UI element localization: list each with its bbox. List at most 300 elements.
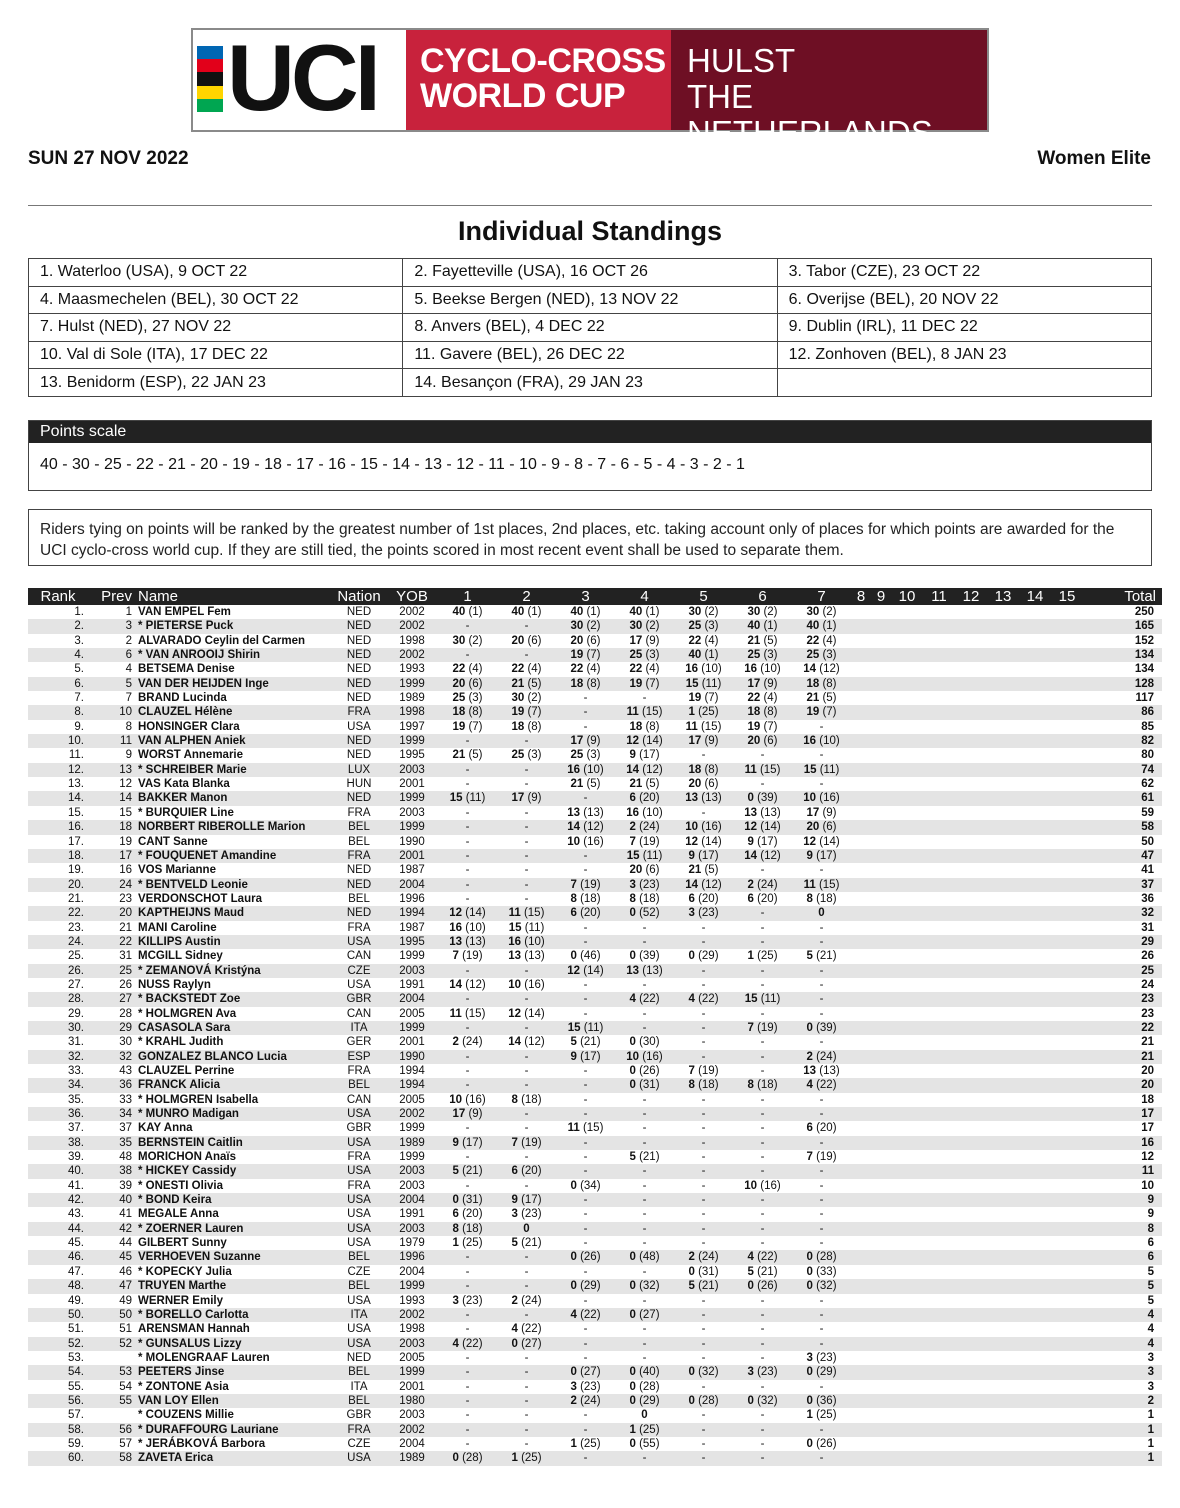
prev-rank-cell: 1: [125, 606, 132, 618]
race-result-cell: [615, 1408, 674, 1422]
table-row: [28, 1021, 1162, 1035]
empty-race-cell: [891, 662, 923, 676]
race-result-cell: [733, 835, 792, 849]
race-points: 10: [803, 792, 817, 805]
race-result-cell: -: [524, 835, 529, 848]
banner-location: [671, 30, 987, 151]
empty-race-cell: [923, 748, 955, 762]
prev-rank-cell: 33: [119, 1093, 132, 1106]
race-points: 3: [806, 1351, 813, 1364]
column-header: 12: [955, 588, 987, 605]
rank-cell: 50.: [28, 1308, 88, 1322]
empty-race-cell: [851, 1365, 871, 1379]
race-position: (29): [812, 1366, 837, 1379]
race-points: 25: [452, 692, 466, 705]
rider-name-cell: * ZEMANOVÁ Kristýna: [138, 964, 332, 978]
total-points-cell: 4: [1147, 1323, 1154, 1336]
race-points: 12: [449, 907, 463, 920]
table-row: [28, 835, 1162, 849]
rank-cell: 46.: [28, 1250, 88, 1264]
race-position: (6): [583, 634, 601, 647]
empty-race-cell: [987, 1150, 1019, 1164]
race-result-cell: -: [465, 1380, 470, 1393]
empty-race-cell: [871, 1207, 891, 1221]
race-position: (10): [698, 663, 722, 676]
race-result-cell: [792, 849, 851, 863]
empty-race-cell: [891, 1164, 923, 1178]
column-header: 5: [674, 588, 733, 605]
empty-race-cell: [851, 1121, 871, 1135]
race-position: (21): [694, 1280, 719, 1293]
empty-race-cell: [955, 1050, 987, 1064]
race-points: 10: [567, 835, 581, 848]
race-result-cell: -: [524, 778, 529, 791]
total-points-cell: 3: [1147, 1351, 1154, 1364]
race-result-cell: [497, 748, 556, 762]
race-points: 18: [747, 706, 761, 719]
race-result-cell: [615, 1380, 674, 1394]
race-position: (6): [819, 821, 837, 834]
empty-race-cell: [923, 1380, 955, 1394]
rider-name-cell: KAY Anna: [138, 1122, 193, 1135]
empty-race-cell: [871, 978, 891, 992]
yob-cell: 1994: [386, 906, 438, 920]
race-result-cell: [792, 1279, 851, 1293]
race-position: (24): [694, 1251, 719, 1264]
empty-race-cell: [955, 648, 987, 662]
empty-race-cell: [955, 619, 987, 633]
empty-race-cell: [955, 863, 987, 877]
race-result-cell: -: [615, 1021, 674, 1035]
rank-cell: 14.: [28, 791, 88, 805]
empty-race-cell: [871, 1150, 891, 1164]
race-points: 12: [685, 835, 699, 848]
race-result-cell: -: [642, 1294, 647, 1307]
yob-cell: 2001: [386, 849, 438, 863]
race-result-cell: [497, 1236, 556, 1250]
race-result-cell: -: [583, 864, 588, 877]
race-result-cell: -: [674, 1021, 733, 1035]
empty-race-cell: [1019, 1322, 1051, 1336]
race-result-cell: [615, 634, 674, 648]
empty-race-cell: [923, 949, 955, 963]
race-result-cell: -: [438, 1423, 497, 1437]
race-result-cell: [733, 705, 792, 719]
empty-race-cell: [891, 1050, 923, 1064]
prev-rank-cell: 46: [119, 1265, 132, 1278]
race-position: (9): [642, 634, 660, 647]
race-points: 30: [629, 620, 643, 633]
empty-race-cell: [987, 648, 1019, 662]
race-result-cell: -: [819, 1323, 824, 1336]
race-result-cell: -: [583, 1323, 588, 1336]
race-position: (4): [583, 663, 601, 676]
rider-name-cell: * PIETERSE Puck: [138, 619, 332, 633]
empty-race-cell: [891, 992, 923, 1006]
race-result-cell: [615, 705, 674, 719]
race-position: (25): [458, 1237, 483, 1250]
race-result-cell: [438, 605, 497, 619]
race-result-cell: [615, 1150, 674, 1164]
empty-race-cell: [871, 964, 891, 978]
race-position: (11): [580, 1021, 604, 1034]
empty-race-cell: [987, 964, 1019, 978]
race-result-cell: [438, 1035, 497, 1049]
page-title: Individual Standings: [457, 216, 722, 246]
race-position: (6): [465, 677, 483, 690]
race-result-cell: [615, 906, 674, 920]
yob-cell: 1995: [386, 935, 438, 949]
race-result-cell: -: [438, 1365, 497, 1379]
empty-race-cell: [1051, 1207, 1083, 1221]
race-points: 0: [806, 1265, 813, 1278]
race-result-cell: -: [792, 1164, 851, 1178]
rank-cell: 40.: [28, 1164, 88, 1178]
empty-race-cell: [891, 1207, 923, 1221]
empty-race-cell: [955, 964, 987, 978]
race-points: 5: [452, 1165, 459, 1178]
empty-race-cell: [851, 878, 871, 892]
rank-cell: 55.: [68, 1380, 84, 1393]
empty-race-cell: [871, 1380, 891, 1394]
race-points: 11: [449, 1007, 462, 1020]
race-points: 8: [452, 1222, 459, 1235]
race-position: (32): [635, 1280, 660, 1293]
race-result-cell: [615, 1064, 674, 1078]
race-points: 6: [511, 1165, 518, 1178]
race-points: 13: [449, 935, 463, 948]
race-position: (13): [757, 806, 781, 819]
race-position: (9): [465, 1108, 483, 1121]
total-points-cell: 23: [1141, 1007, 1154, 1020]
empty-race-cell: [987, 1365, 1019, 1379]
race-points: 14: [449, 978, 463, 991]
race-position: (10): [639, 806, 663, 819]
empty-race-cell: [987, 1451, 1019, 1465]
race-points: 0: [629, 950, 636, 963]
event-cell: 8. Anvers (BEL), 4 DEC 22: [403, 314, 777, 342]
empty-race-cell: [1019, 619, 1051, 633]
race-position: (12): [816, 663, 840, 676]
race-result-cell: [438, 1222, 497, 1236]
race-result-cell: -: [819, 1179, 824, 1192]
empty-race-cell: [1019, 964, 1051, 978]
prev-rank-cell: 27: [88, 992, 138, 1006]
prev-rank-cell: 44: [119, 1237, 132, 1250]
race-result-cell: [615, 949, 674, 963]
prev-rank-cell: 47: [88, 1279, 138, 1293]
total-points-cell: 250: [1134, 606, 1154, 618]
total-points-cell: 17: [1083, 1107, 1162, 1121]
race-position: (3): [524, 749, 542, 762]
prev-rank-cell: 10: [88, 705, 138, 719]
race-position: (13): [698, 792, 722, 805]
race-result-cell: -: [701, 921, 706, 934]
race-position: (29): [694, 950, 719, 963]
race-points: 13: [685, 792, 699, 805]
empty-race-cell: [1051, 1121, 1083, 1135]
empty-race-cell: [955, 791, 987, 805]
empty-race-cell: [1051, 1193, 1083, 1207]
rider-name-cell: FRANCK Alicia: [138, 1078, 332, 1092]
empty-race-cell: [871, 748, 891, 762]
empty-race-cell: [923, 1365, 955, 1379]
rider-name-cell: CLAUZEL Perrine: [138, 1065, 235, 1077]
race-result-cell: -: [792, 1107, 851, 1121]
rider-name-cell: CASASOLA Sara: [138, 1021, 332, 1035]
race-points: 8: [747, 1079, 754, 1092]
event-cell: 1. Waterloo (USA), 9 OCT 22: [29, 259, 403, 287]
rider-name-cell: * ZOERNER Lauren: [138, 1222, 332, 1236]
empty-race-cell: [1051, 763, 1083, 777]
empty-race-cell: [1051, 1078, 1083, 1092]
empty-race-cell: [1051, 1093, 1083, 1107]
empty-race-cell: [987, 705, 1019, 719]
race-result-cell: [674, 677, 733, 691]
banner-location-line1: HULST: [687, 42, 796, 79]
race-position: (16): [521, 978, 545, 991]
race-result-cell: [497, 1007, 556, 1021]
empty-race-cell: [955, 1423, 987, 1437]
race-points: 13: [803, 1065, 817, 1077]
total-points-cell: 41: [1141, 864, 1154, 877]
race-position: (2): [701, 606, 719, 618]
race-position: (30): [635, 1036, 660, 1049]
rank-cell: 31.: [68, 1036, 84, 1049]
race-result-cell: -: [556, 1193, 615, 1207]
race-result-cell: -: [792, 1193, 851, 1207]
empty-race-cell: [871, 1250, 891, 1264]
empty-race-cell: [987, 619, 1019, 633]
total-points-cell: 152: [1134, 634, 1154, 647]
race-result-cell: -: [642, 692, 647, 705]
empty-race-cell: [871, 763, 891, 777]
race-points: 4: [511, 1323, 518, 1336]
race-result-cell: [733, 648, 792, 662]
race-result-cell: -: [642, 1122, 647, 1135]
empty-race-cell: [923, 992, 955, 1006]
empty-race-cell: [1019, 1437, 1051, 1451]
rank-cell: 41.: [68, 1179, 84, 1192]
race-position: (3): [465, 692, 483, 705]
race-result-cell: -: [524, 892, 529, 905]
yob-cell: 1980: [386, 1394, 438, 1408]
race-result-cell: [556, 892, 615, 906]
table-row: [28, 1451, 1162, 1465]
race-points: 30: [747, 606, 761, 618]
race-result-cell: [674, 619, 733, 633]
race-result-cell: -: [438, 1308, 497, 1322]
empty-race-cell: [891, 1035, 923, 1049]
race-result-cell: -: [465, 1323, 470, 1336]
race-result-cell: -: [465, 806, 470, 819]
race-position: (4): [701, 634, 719, 647]
race-position: (31): [635, 1079, 660, 1092]
empty-race-cell: [871, 820, 891, 834]
empty-race-cell: [891, 1265, 923, 1279]
nation-cell: NED: [346, 606, 372, 618]
nation-cell: NED: [346, 663, 372, 676]
race-result-cell: [556, 1179, 615, 1193]
race-result-cell: [615, 1078, 674, 1092]
table-row: [28, 791, 1162, 805]
empty-race-cell: [987, 863, 1019, 877]
race-result-cell: [438, 1294, 497, 1308]
race-position: (15): [461, 1007, 486, 1020]
nation-cell: NED: [332, 791, 386, 805]
race-result-cell: [615, 1437, 674, 1451]
race-result-cell: [792, 1121, 851, 1135]
nation-cell: USA: [332, 1451, 386, 1465]
race-result-cell: -: [524, 1351, 529, 1364]
race-result-cell: -: [792, 1222, 851, 1236]
empty-race-cell: [923, 1136, 955, 1150]
race-position: (23): [635, 878, 660, 891]
event-cell: 9. Dublin (IRL), 11 DEC 22: [777, 314, 1151, 342]
empty-race-cell: [923, 1337, 955, 1351]
race-result-cell: -: [819, 1294, 824, 1307]
race-result-cell: -: [760, 921, 765, 934]
table-row: [28, 1408, 1162, 1422]
race-points: 6: [452, 1208, 459, 1221]
rider-name-cell: VOS Marianne: [138, 864, 216, 877]
race-result-cell: [733, 806, 792, 820]
empty-race-cell: [891, 820, 923, 834]
rider-name-cell: CANT Sanne: [138, 835, 208, 848]
empty-race-cell: [923, 677, 955, 691]
race-result-cell: -: [674, 1423, 733, 1437]
race-result-cell: -: [524, 1179, 529, 1192]
race-position: (8): [583, 677, 601, 690]
empty-race-cell: [871, 1308, 891, 1322]
race-points: 3: [629, 878, 636, 891]
race-result-cell: [615, 662, 674, 676]
column-header: 11: [923, 588, 955, 605]
yob-cell: 2003: [386, 1164, 438, 1178]
race-position: (26): [635, 1065, 660, 1077]
empty-race-cell: [987, 806, 1019, 820]
empty-race-cell: [987, 1179, 1019, 1193]
empty-race-cell: [955, 1164, 987, 1178]
race-result-cell: -: [556, 1164, 615, 1178]
race-result-cell: -: [642, 978, 647, 991]
race-position: (6): [642, 864, 660, 877]
rank-cell: 6.: [28, 677, 88, 691]
race-result-cell: -: [583, 692, 588, 705]
race-position: (13): [580, 806, 604, 819]
table-row: [28, 1322, 1162, 1336]
rank-cell: 51.: [68, 1323, 84, 1336]
nation-cell: BEL: [332, 1365, 386, 1379]
empty-race-cell: [923, 806, 955, 820]
empty-race-cell: [955, 1351, 987, 1365]
race-position: (14): [757, 821, 781, 834]
race-points: 15: [685, 677, 699, 690]
nation-cell: HUN: [346, 778, 372, 791]
empty-race-cell: [955, 662, 987, 676]
total-points-cell: 21: [1083, 1050, 1162, 1064]
total-points-cell: 80: [1141, 749, 1154, 762]
rank-cell: 19.: [68, 864, 84, 877]
empty-race-cell: [1019, 1107, 1051, 1121]
event-cell: 2. Fayetteville (USA), 16 OCT 26: [403, 259, 777, 287]
event-cell: 3. Tabor (CZE), 23 OCT 22: [777, 259, 1151, 287]
empty-race-cell: [851, 1250, 871, 1264]
race-result-cell: [497, 949, 556, 963]
empty-race-cell: [1019, 1121, 1051, 1135]
race-position: (36): [812, 1394, 837, 1407]
race-points: 0: [747, 792, 754, 805]
rider-name-cell: GONZALEZ BLANCO Lucia: [138, 1050, 332, 1064]
empty-race-cell: [851, 1193, 871, 1207]
race-points: 0: [806, 1021, 813, 1034]
race-result-cell: -: [438, 1050, 497, 1064]
empty-race-cell: [1051, 734, 1083, 748]
race-points: 25: [629, 649, 643, 662]
empty-race-cell: [987, 935, 1019, 949]
nation-cell: USA: [332, 1193, 386, 1207]
race-position: (11): [698, 677, 722, 690]
yob-cell: 2002: [386, 648, 438, 662]
empty-race-cell: [1019, 1265, 1051, 1279]
race-result-cell: [674, 863, 733, 877]
empty-race-cell: [1019, 734, 1051, 748]
race-result-cell: [497, 906, 556, 920]
empty-race-cell: [987, 1351, 1019, 1365]
empty-race-cell: [987, 720, 1019, 734]
prev-rank-cell: 14: [88, 791, 138, 805]
race-points: 11: [626, 706, 639, 719]
total-points-cell: 6: [1147, 1237, 1154, 1250]
race-result-cell: [438, 1164, 497, 1178]
table-body: [28, 605, 1162, 1466]
rider-name-cell: ZAVETA Erica: [138, 1451, 332, 1465]
rider-name-cell: * ZONTONE Asia: [138, 1380, 229, 1393]
table-row: [28, 662, 1162, 676]
empty-race-cell: [891, 1380, 923, 1394]
empty-race-cell: [923, 734, 955, 748]
empty-race-cell: [851, 1380, 871, 1394]
empty-race-cell: [871, 835, 891, 849]
race-result-cell: -: [819, 1036, 824, 1049]
race-position: (11): [462, 792, 486, 805]
empty-race-cell: [923, 791, 955, 805]
table-row: [28, 777, 1162, 791]
empty-race-cell: [851, 1207, 871, 1221]
race-result-cell: [615, 964, 674, 978]
empty-race-cell: [1019, 605, 1051, 619]
prev-rank-cell: 52: [88, 1337, 138, 1351]
race-position: (28): [635, 1380, 660, 1393]
events-table: [28, 258, 1152, 397]
empty-race-cell: [851, 906, 871, 920]
empty-race-cell: [1051, 777, 1083, 791]
total-points-cell: 12: [1141, 1151, 1154, 1164]
empty-race-cell: [1051, 1007, 1083, 1021]
race-result-cell: -: [615, 1193, 674, 1207]
race-result-cell: [615, 748, 674, 762]
table-row: [28, 892, 1162, 906]
empty-race-cell: [891, 1136, 923, 1150]
race-points: 4: [452, 1337, 459, 1350]
race-result-cell: [497, 1207, 556, 1221]
race-result-cell: -: [819, 1237, 824, 1250]
race-points: 10: [449, 1093, 463, 1106]
race-position: (21): [458, 1165, 483, 1178]
rank-cell: 52.: [28, 1337, 88, 1351]
race-result-cell: [733, 1179, 792, 1193]
race-points: 19: [747, 720, 761, 733]
